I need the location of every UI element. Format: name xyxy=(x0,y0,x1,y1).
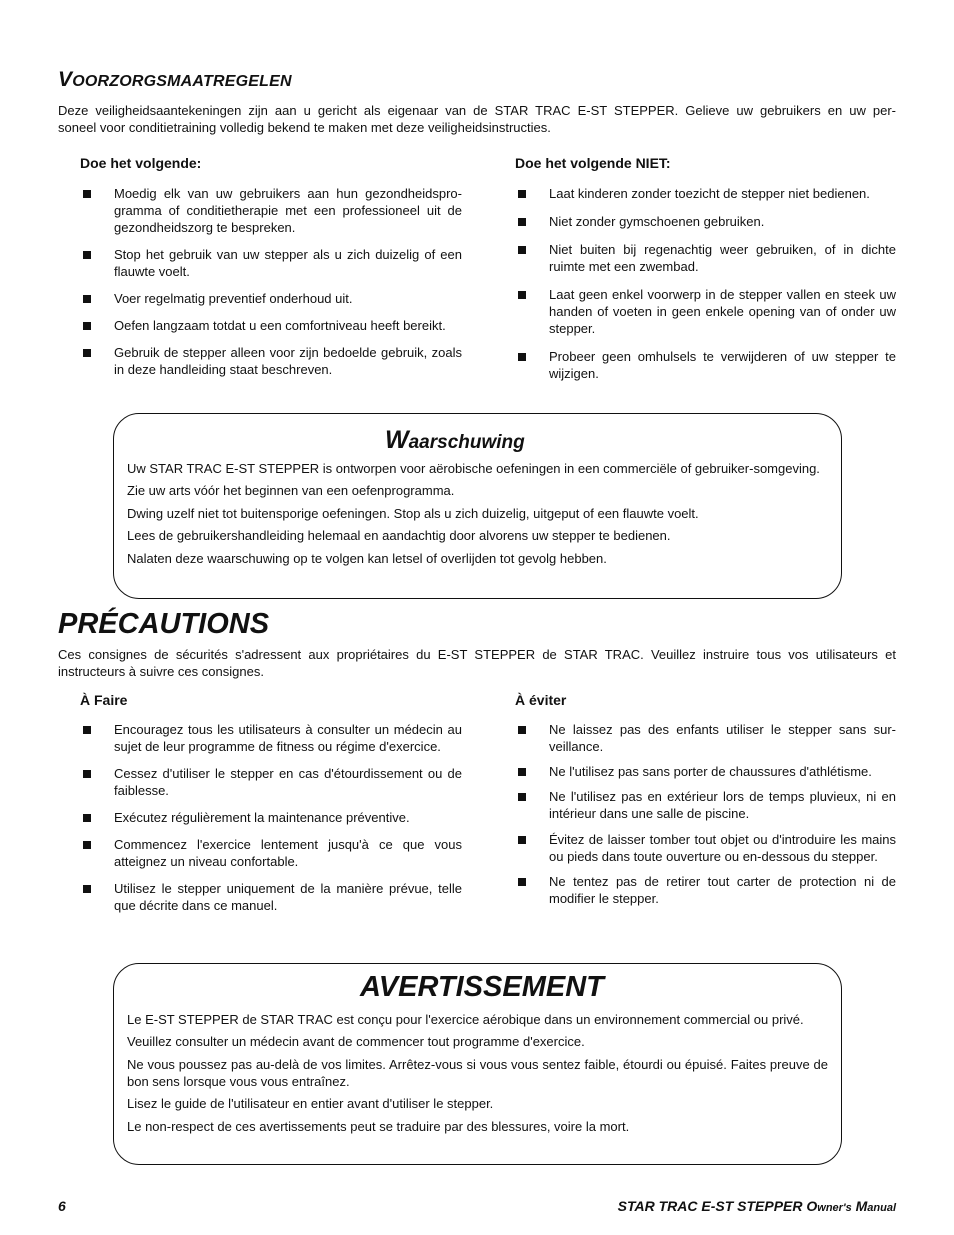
section-heading-voorzorgsmaatregelen xyxy=(58,68,292,92)
bullet-square-icon xyxy=(83,726,91,734)
heading-rest: OORZORGSMAATREGELEN xyxy=(72,73,292,90)
list-item-text: Ne l'utilisez pas en extérieur lors de temps pluvieux, ni en intérieur dans une salle de piscine. xyxy=(549,789,896,821)
list-item xyxy=(515,348,896,382)
list-item-text: Stop het gebruik van uw stepper als u zich duizelig of een flauwte voelt. xyxy=(114,247,462,279)
list-item-text: Niet buiten bij regenachtig weer gebruiken, of in dichte ruimte met een zwembad. xyxy=(549,242,896,274)
intro-paragraph-fr: Ces consignes de sécurités s'adressent aux propriétaires du E-ST STEPPER de STAR TRAC. Veuillez instruire tous vos utilisateurs et instructeurs à suivre ces consignes. xyxy=(58,647,896,679)
list-item-text: Ne laissez pas des enfants utiliser le stepper sans sur-veillance. xyxy=(549,722,896,754)
bullet-square-icon xyxy=(518,291,526,299)
list-item-text: Gebruik de stepper alleen voor zijn bedoelde gebruik, zoals in deze handleiding staat beschreven. xyxy=(114,345,462,377)
warning-box-fr xyxy=(113,963,842,1165)
manual-title-o: O xyxy=(806,1198,818,1214)
list-item-text: Laat kinderen zonder toezicht de stepper niet bedienen. xyxy=(549,186,870,201)
list-item xyxy=(80,185,462,236)
list-item-text: Exécutez régulièrement la maintenance préventive. xyxy=(114,810,410,825)
intro-paragraph-nl xyxy=(58,102,896,136)
bullet-square-icon xyxy=(83,295,91,303)
bullet-square-icon xyxy=(518,768,526,776)
list-item-text: Niet zonder gymschoenen gebruiken. xyxy=(549,214,765,229)
warning-text-nl xyxy=(127,460,828,567)
bullet-square-icon xyxy=(518,726,526,734)
manual-title-wner: wner's xyxy=(817,1202,852,1214)
dont-title: À éviter xyxy=(515,692,567,708)
intro-line-2: soneel voor conditietraining volledig bekend te maken met deze veiligheidsinstructies. xyxy=(58,120,551,135)
do-column-fr xyxy=(80,691,462,914)
bullet-square-icon xyxy=(518,353,526,361)
list-item-text: Moedig elk van uw gebruikers aan hun gezondheidspro-gramma of conditietherapie met een professioneel uit de gezondheidszorg te bespreken. xyxy=(114,186,462,235)
dont-column-fr xyxy=(515,691,896,907)
dont-column-nl xyxy=(515,154,896,382)
dont-list xyxy=(515,721,896,907)
list-item xyxy=(80,809,462,826)
warning-line: Lisez le guide de l'utilisateur en entier avant d'utiliser le stepper. xyxy=(127,1096,494,1111)
do-column-nl xyxy=(80,154,462,378)
list-item-text: Ne l'utilisez pas sans porter de chaussures d'athlétisme. xyxy=(549,764,872,779)
list-item-text: Commencez l'exercice lentement jusqu'à ce que vous atteignez un niveau confortable. xyxy=(114,837,462,869)
bullet-square-icon xyxy=(518,836,526,844)
list-item-text: Encouragez tous les utilisateurs à consulter un médecin au sujet de leur programme de fitness ou régime d'exercice. xyxy=(114,722,462,754)
dont-list xyxy=(515,185,896,382)
warning-line: Nalaten deze waarschuwing op te volgen kan letsel of overlijden tot gevolg hebben. xyxy=(127,551,607,566)
list-item-text: Ne tentez pas de retirer tout carter de protection ni de modifier le stepper. xyxy=(549,874,896,906)
list-item xyxy=(515,213,896,230)
bullet-square-icon xyxy=(83,814,91,822)
manual-title-main: STAR TRAC E-ST STEPPER xyxy=(617,1198,807,1214)
do-list xyxy=(80,721,462,914)
list-item-text: Évitez de laisser tomber tout objet ou d'introduire les mains ou pieds dans toute ouverture ou en-dessous du stepper. xyxy=(549,832,896,864)
warning-line: Ne vous poussez pas au-delà de vos limites. Arrêtez-vous si vous vous sentez faible, étourdi ou épuisé. Faites preuve de bon sens lorsque vous vous entraînez. xyxy=(127,1057,828,1089)
list-item xyxy=(515,241,896,275)
bullet-square-icon xyxy=(83,770,91,778)
list-item-text: Oefen langzaam totdat u een comfortniveau heeft bereikt. xyxy=(114,318,446,333)
warning-text-fr xyxy=(127,1011,828,1135)
page-number: 6 xyxy=(58,1198,66,1214)
list-item xyxy=(515,788,896,822)
list-item-text: Voer regelmatig preventief onderhoud uit. xyxy=(114,291,353,306)
warning-line: Le non-respect de ces avertissements peut se traduire par des blessures, voire la mort. xyxy=(127,1119,630,1134)
bullet-square-icon xyxy=(518,878,526,886)
dont-title: Doe het volgende NIET: xyxy=(515,155,671,171)
warning-heading-fr: AVERTISSEMENT xyxy=(360,971,604,1003)
list-item xyxy=(515,873,896,907)
do-list xyxy=(80,185,462,378)
bullet-square-icon xyxy=(518,246,526,254)
list-item xyxy=(80,246,462,280)
warning-line: Le E-ST STEPPER de STAR TRAC est conçu pour l'exercice aérobique dans un environnement commercial ou privé. xyxy=(127,1012,804,1027)
list-item xyxy=(80,721,462,755)
bullet-square-icon xyxy=(83,322,91,330)
list-item-text: Utilisez le stepper uniquement de la manière prévue, telle que décrite dans ce manuel. xyxy=(114,881,462,913)
list-item xyxy=(80,880,462,914)
list-item xyxy=(515,831,896,865)
bullet-square-icon xyxy=(518,190,526,198)
warning-line: Lees de gebruikershandleiding helemaal en aandachtig door alvorens uw stepper te bedienen. xyxy=(127,528,671,543)
list-item xyxy=(80,290,462,307)
warning-box-nl xyxy=(113,413,842,599)
list-item-text: Cessez d'utiliser le stepper en cas d'étourdissement ou de faiblesse. xyxy=(114,766,462,798)
do-title: À Faire xyxy=(80,692,128,708)
warning-heading-nl xyxy=(385,426,828,457)
heading-initial: V xyxy=(58,68,73,91)
list-item xyxy=(80,765,462,799)
manual-title-anual: anual xyxy=(867,1202,896,1214)
list-item xyxy=(515,185,896,202)
manual-title xyxy=(618,1197,896,1217)
list-item xyxy=(515,763,896,780)
warning-line: Dwing uzelf niet tot buitensporige oefeningen. Stop als u zich duizelig, uitgeput of een flauwte voelt. xyxy=(127,506,699,521)
warning-line: Veuillez consulter un médecin avant de commencer tout programme d'exercice. xyxy=(127,1034,585,1049)
manual-title-m: M xyxy=(851,1198,868,1214)
list-item xyxy=(80,344,462,378)
warning-heading-initial: W xyxy=(385,426,409,454)
list-item xyxy=(515,286,896,337)
warning-line: Uw STAR TRAC E-ST STEPPER is ontworpen voor aërobische oefeningen in een commerciële of gebruiker-somgeving. xyxy=(127,461,820,476)
section-heading-precautions: PRÉCAUTIONS xyxy=(58,608,270,640)
list-item xyxy=(80,836,462,870)
list-item xyxy=(515,721,896,755)
bullet-square-icon xyxy=(83,190,91,198)
list-item-text: Laat geen enkel voorwerp in de stepper vallen en steek uw handen of voeten in geen enkele opening van of onder uw stepper. xyxy=(549,287,896,336)
warning-heading-rest: aarschuwing xyxy=(408,432,525,453)
intro-line-1: Deze veiligheidsaantekeningen zijn aan u gericht als eigenaar van de STAR TRAC E-ST STEPPER. Gelieve uw gebruikers en uw per- xyxy=(58,103,896,118)
list-item-text: Probeer geen omhulsels te verwijderen of uw stepper te wijzigen. xyxy=(549,349,896,381)
warning-line: Zie uw arts vóór het beginnen van een oefenprogramma. xyxy=(127,483,455,498)
list-item xyxy=(80,317,462,334)
bullet-square-icon xyxy=(83,349,91,357)
bullet-square-icon xyxy=(518,793,526,801)
bullet-square-icon xyxy=(83,885,91,893)
do-title: Doe het volgende: xyxy=(80,155,202,171)
bullet-square-icon xyxy=(83,841,91,849)
bullet-square-icon xyxy=(83,251,91,259)
bullet-square-icon xyxy=(518,218,526,226)
